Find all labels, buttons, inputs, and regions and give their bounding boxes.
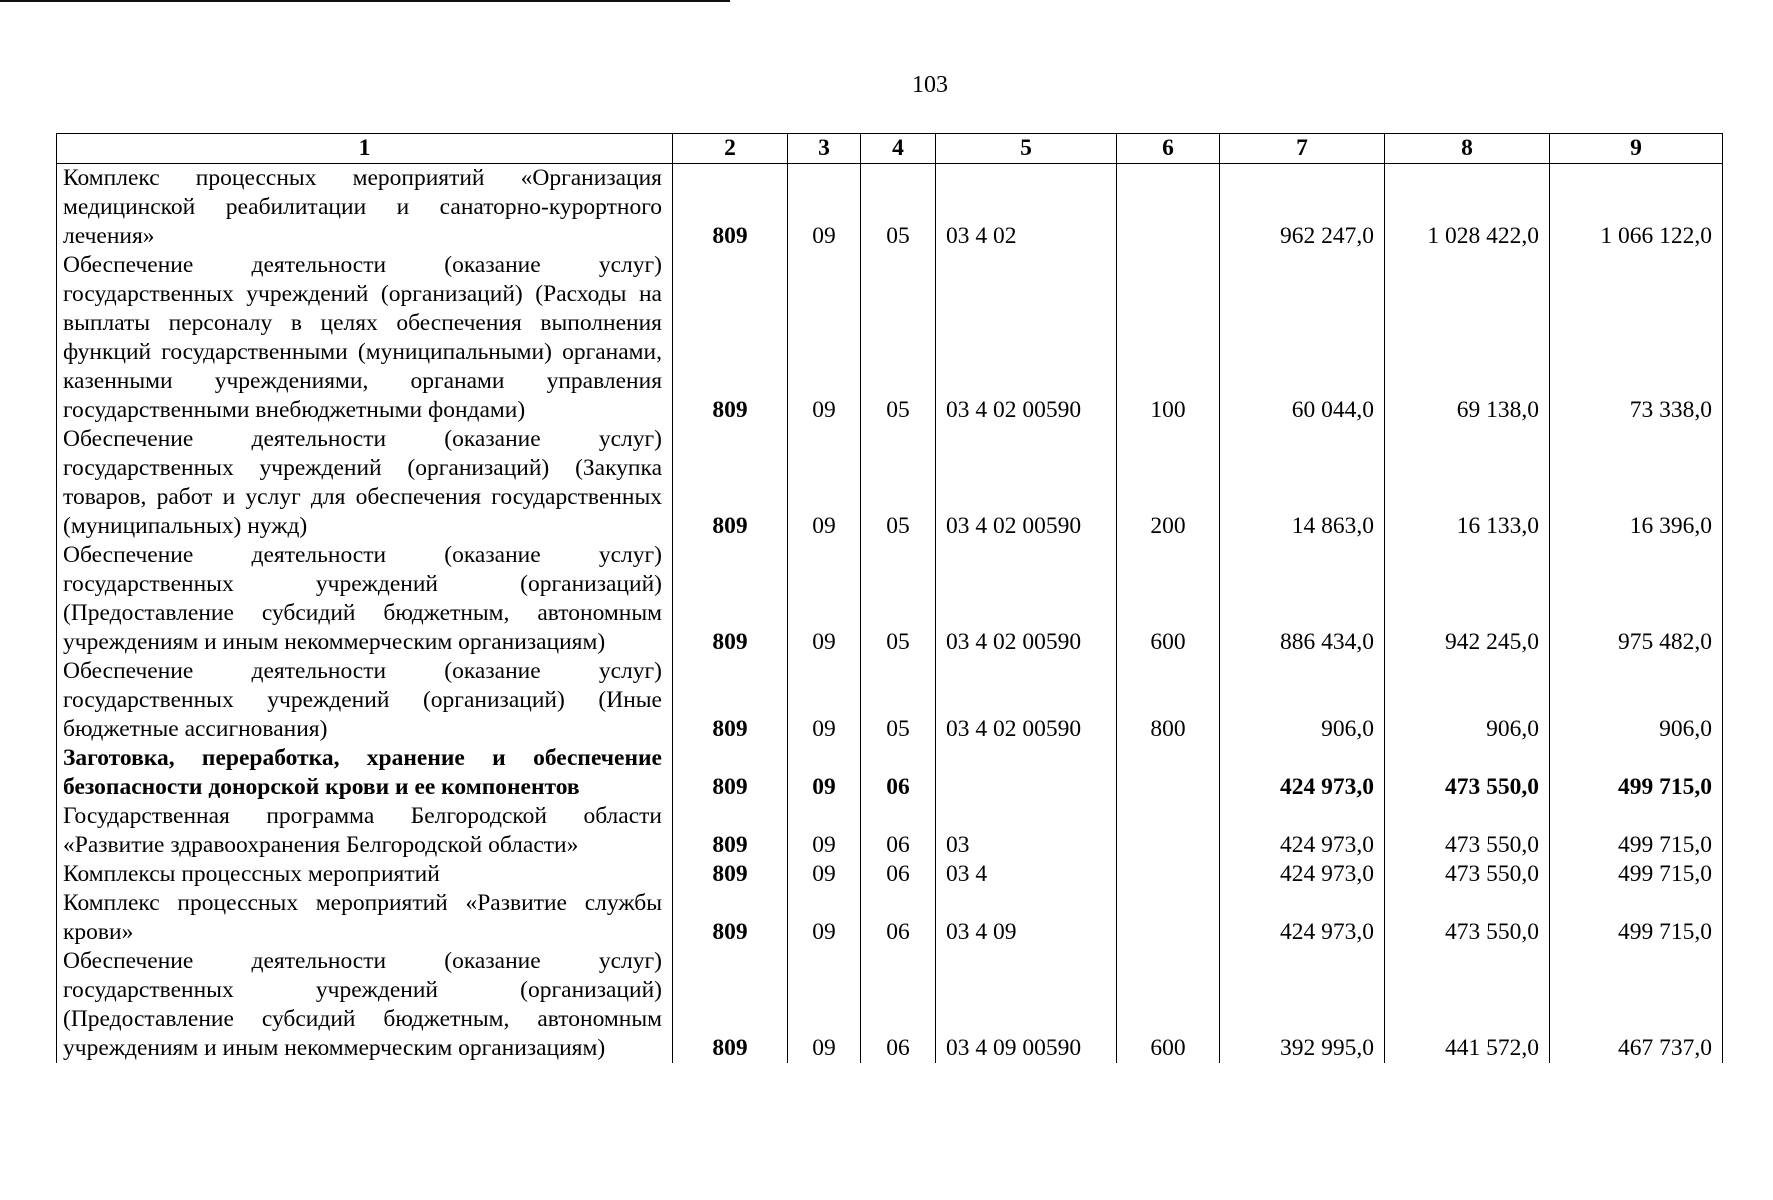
expense-type-code [1117, 889, 1220, 947]
item-name: Комплекс процессных мероприятий «Развитие службы крови» [57, 889, 673, 947]
ministry-code: 809 [673, 657, 788, 744]
table-row [57, 251, 1723, 425]
header-row [57, 134, 1723, 164]
table-row [57, 164, 1723, 252]
section-code: 09 [788, 251, 861, 425]
amount-year-3: 499 715,0 [1550, 802, 1723, 860]
target-article-code: 03 4 02 00590 [936, 425, 1117, 541]
amount-year-2: 906,0 [1385, 657, 1550, 744]
item-name: Обеспечение деятельности (оказание услуг) государственных учреждений (организаций) (Закупка товаров, работ и услуг для обеспечения государственных (муниципальных) нужд) [57, 425, 673, 541]
item-name: Обеспечение деятельности (оказание услуг) государственных учреждений (организаций) (Предоставление субсидий бюджетным, автономным учреждениям и иным некоммерческим организациям) [57, 947, 673, 1063]
subsection-code: 05 [861, 251, 936, 425]
subsection-code: 05 [861, 541, 936, 657]
amount-year-3: 467 737,0 [1550, 947, 1723, 1063]
expense-type-code [1117, 744, 1220, 802]
table-row [57, 889, 1723, 947]
amount-year-2: 1 028 422,0 [1385, 164, 1550, 252]
ministry-code: 809 [673, 860, 788, 889]
target-article-code: 03 4 02 00590 [936, 657, 1117, 744]
item-name: Государственная программа Белгородской области «Развитие здравоохранения Белгородской области» [57, 802, 673, 860]
amount-year-2: 16 133,0 [1385, 425, 1550, 541]
item-name: Комплекс процессных мероприятий «Организация медицинской реабилитации и санаторно-курортного лечения» [57, 164, 673, 252]
amount-year-3: 16 396,0 [1550, 425, 1723, 541]
ministry-code: 809 [673, 889, 788, 947]
column-header: 5 [936, 134, 1117, 164]
target-article-code: 03 4 02 00590 [936, 251, 1117, 425]
expense-type-code: 800 [1117, 657, 1220, 744]
ministry-code: 809 [673, 251, 788, 425]
column-header: 9 [1550, 134, 1723, 164]
ministry-code: 809 [673, 164, 788, 252]
amount-year-2: 473 550,0 [1385, 860, 1550, 889]
target-article-code: 03 [936, 802, 1117, 860]
budget-table [56, 133, 1723, 1063]
table-row [57, 541, 1723, 657]
expense-type-code: 100 [1117, 251, 1220, 425]
item-name: Комплексы процессных мероприятий [57, 860, 673, 889]
column-header: 1 [57, 134, 673, 164]
amount-year-1: 60 044,0 [1220, 251, 1385, 425]
subsection-code: 05 [861, 425, 936, 541]
expense-type-code: 600 [1117, 541, 1220, 657]
column-header: 7 [1220, 134, 1385, 164]
amount-year-3: 73 338,0 [1550, 251, 1723, 425]
amount-year-1: 424 973,0 [1220, 860, 1385, 889]
ministry-code: 809 [673, 744, 788, 802]
section-code: 09 [788, 164, 861, 252]
amount-year-3: 975 482,0 [1550, 541, 1723, 657]
amount-year-1: 14 863,0 [1220, 425, 1385, 541]
ministry-code: 809 [673, 541, 788, 657]
amount-year-3: 906,0 [1550, 657, 1723, 744]
amount-year-1: 424 973,0 [1220, 802, 1385, 860]
column-header: 3 [788, 134, 861, 164]
target-article-code: 03 4 [936, 860, 1117, 889]
expense-type-code: 600 [1117, 947, 1220, 1063]
target-article-code: 03 4 02 00590 [936, 541, 1117, 657]
column-header: 2 [673, 134, 788, 164]
amount-year-2: 473 550,0 [1385, 744, 1550, 802]
subsection-code: 05 [861, 164, 936, 252]
target-article-code: 03 4 09 [936, 889, 1117, 947]
amount-year-2: 69 138,0 [1385, 251, 1550, 425]
amount-year-3: 1 066 122,0 [1550, 164, 1723, 252]
column-header: 6 [1117, 134, 1220, 164]
target-article-code: 03 4 02 [936, 164, 1117, 252]
section-code: 09 [788, 889, 861, 947]
table-row [57, 860, 1723, 889]
amount-year-2: 942 245,0 [1385, 541, 1550, 657]
ministry-code: 809 [673, 425, 788, 541]
expense-type-code [1117, 860, 1220, 889]
section-code: 09 [788, 947, 861, 1063]
amount-year-3: 499 715,0 [1550, 889, 1723, 947]
item-name: Обеспечение деятельности (оказание услуг) государственных учреждений (организаций) (Расходы на выплаты персоналу в целях обеспечения выполнения функций государственными (муниципальными) органами, казенными учреждениями, органами управления государственными внебюджетными фондами) [57, 251, 673, 425]
expense-type-code [1117, 802, 1220, 860]
column-header: 4 [861, 134, 936, 164]
subsection-code: 06 [861, 802, 936, 860]
section-code: 09 [788, 657, 861, 744]
column-header: 8 [1385, 134, 1550, 164]
subsection-code: 06 [861, 860, 936, 889]
amount-year-1: 906,0 [1220, 657, 1385, 744]
section-code: 09 [788, 425, 861, 541]
table-row [57, 802, 1723, 860]
ministry-code: 809 [673, 802, 788, 860]
item-name: Заготовка, переработка, хранение и обеспечение безопасности донорской крови и ее компонентов [57, 744, 673, 802]
ministry-code: 809 [673, 947, 788, 1063]
table-row [57, 744, 1723, 802]
top-rule [0, 0, 730, 2]
section-code: 09 [788, 541, 861, 657]
subsection-code: 05 [861, 657, 936, 744]
amount-year-3: 499 715,0 [1550, 860, 1723, 889]
section-code: 09 [788, 802, 861, 860]
amount-year-1: 424 973,0 [1220, 889, 1385, 947]
section-code: 09 [788, 860, 861, 889]
subsection-code: 06 [861, 889, 936, 947]
target-article-code: 03 4 09 00590 [936, 947, 1117, 1063]
item-name: Обеспечение деятельности (оказание услуг) государственных учреждений (организаций) (Иные бюджетные ассигнования) [57, 657, 673, 744]
target-article-code [936, 744, 1117, 802]
amount-year-2: 441 572,0 [1385, 947, 1550, 1063]
subsection-code: 06 [861, 744, 936, 802]
amount-year-1: 886 434,0 [1220, 541, 1385, 657]
amount-year-2: 473 550,0 [1385, 802, 1550, 860]
amount-year-3: 499 715,0 [1550, 744, 1723, 802]
amount-year-1: 392 995,0 [1220, 947, 1385, 1063]
amount-year-2: 473 550,0 [1385, 889, 1550, 947]
item-name: Обеспечение деятельности (оказание услуг) государственных учреждений (организаций) (Предоставление субсидий бюджетным, автономным учреждениям и иным некоммерческим организациям) [57, 541, 673, 657]
amount-year-1: 424 973,0 [1220, 744, 1385, 802]
table-row [57, 947, 1723, 1063]
expense-type-code: 200 [1117, 425, 1220, 541]
table-row [57, 425, 1723, 541]
expense-type-code [1117, 164, 1220, 252]
amount-year-1: 962 247,0 [1220, 164, 1385, 252]
table-row [57, 657, 1723, 744]
section-code: 09 [788, 744, 861, 802]
page-number: 103 [912, 72, 948, 98]
subsection-code: 06 [861, 947, 936, 1063]
